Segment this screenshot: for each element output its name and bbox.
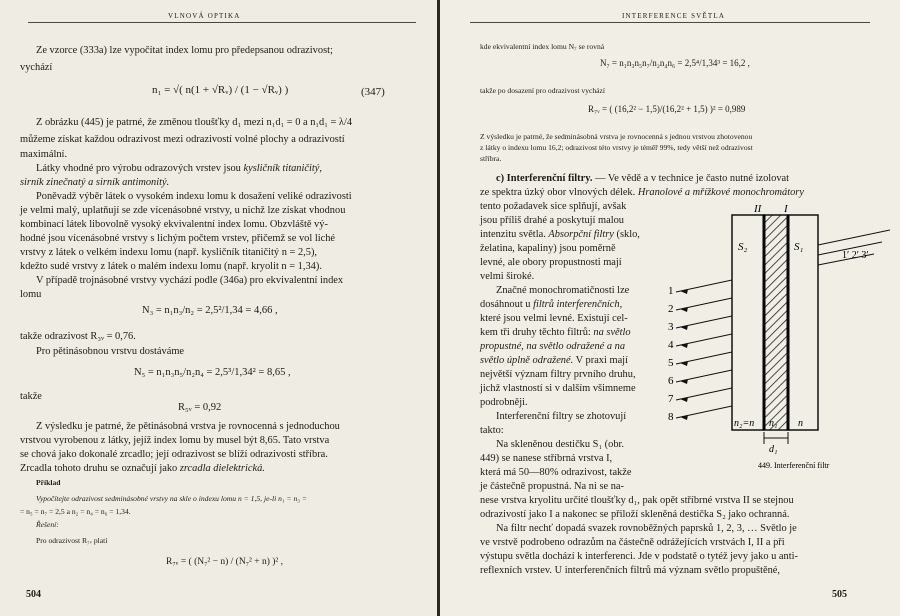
text-line: takže — [20, 391, 42, 402]
example-line: Vypočítejte odrazivost sedminásobné vrstvy na skle o indexu lomu n = 1,5, je-li n₁ = n₃ = — [36, 494, 307, 503]
outgoing-ray-labels: 1′ 2′ 3′ — [842, 250, 869, 261]
text-line: intenzitu světla. Absorpční filtry (sklo, — [480, 229, 640, 240]
header-rule — [28, 22, 416, 23]
equation-n7: N₇ = n₁n₃n₅n₇/n₂n₄n₆ = 2,5⁴/1,34³ = 16,2 , — [600, 58, 750, 68]
example-line: Pro odrazivost R₇ᵥ platí — [36, 536, 108, 545]
index-label-n2: n₂=n — [734, 418, 755, 429]
ray-number: 7 — [668, 393, 674, 405]
ray-number: 3 — [668, 321, 674, 333]
ray-number: 5 — [668, 357, 674, 369]
page-number: 505 — [832, 589, 847, 600]
plate-label-s1: S₁ — [794, 241, 804, 253]
example-line: = n₅ = n₇ = 2,5 a n₂ = n₄ = n₆ = 1,34. — [20, 507, 131, 516]
text-line: Pro pětinásobnou vrstvu dostáváme — [36, 346, 185, 357]
plate-label-s2: S₂ — [738, 241, 748, 253]
text-line: Z výsledku je patrné, že pětinásobná vrstva je rovnocenná s jednoduchou — [36, 421, 340, 432]
text-line: které jsou velmi levné. Existují cel- — [480, 313, 628, 324]
text-line: která má 50—80% odrazivost, takže — [480, 467, 632, 478]
layer-label-i: I — [784, 203, 788, 215]
ray-number: 2 — [668, 303, 674, 315]
equation-r7-value: R₇ᵥ = ( (16,2² − 1,5)/(16,2² + 1,5) )² = 0,989 — [588, 104, 746, 114]
text-line: Na skleněnou destičku S₁ (obr. — [496, 439, 625, 450]
text-line: kombinací látek libovolně vysoký ekvivalentní index lomu. Obzvláště vý- — [20, 219, 328, 230]
text-line: ve vrstvě podrobeno odrazům na částečně odrážejících vrstvách I, II a při — [480, 537, 785, 548]
small-text-line: Z výsledku je patrné, že sedminásobná vrstva je rovnocenná s jednou vrstvou zhotovenou — [480, 132, 753, 141]
small-text-line: z látky o indexu lomu 16,2; odrazivost této vrstvy je téměř 99%, tedy větší než odrazivost — [480, 143, 753, 152]
page-number: 504 — [26, 589, 41, 600]
text-line: Interferenční filtry se zhotovují — [496, 411, 627, 422]
text-line: kem tři druhy těchto filtrů: na světlo — [480, 327, 631, 338]
glass-plate-s2 — [732, 215, 764, 430]
text-line: takže odrazivost R₃ᵥ = 0,76. — [20, 331, 136, 342]
text-line: je velmi malý, uplatňují se zde vícenásobné vrstvy, u nichž lze získat vhodnou — [20, 205, 346, 216]
small-text-line: kde ekvivalentní index lomu N₇ se rovná — [480, 42, 605, 51]
text-line: vrstvou vyrobenou z látky, jejíž index lomu by musel být 8,65. Tato vrstva — [20, 435, 330, 446]
text-line: hodné jsou vícenásobné vrstvy s lichým počtem vrstev, přičemž se vol liché — [20, 233, 336, 244]
index-label-n: n — [798, 418, 803, 429]
text-line: propustné, na světlo odražené a na — [480, 341, 626, 352]
ray-number: 4 — [668, 339, 674, 351]
text-line: reflexních vrstev. U interferenčních filtrů má význam světlo propuštěné, — [480, 565, 780, 576]
text-line: jichž vlastností si v dalším všimneme — [480, 383, 636, 394]
text-line: největší význam filtry prvního druhu, — [480, 369, 636, 380]
text-line: želatina, kapaliny) jsou poměrně — [480, 243, 616, 254]
header-rule — [470, 22, 870, 23]
text-line: nese vrstva kryolitu určité tloušťky d₁, pak opět stříbrné vrstva II se stejnou — [480, 495, 794, 506]
layer-label-ii: II — [754, 203, 762, 215]
equation-347: n₁ = √( n(1 + √Rᵥ) / (1 − √Rᵥ) ) — [152, 84, 289, 96]
text-line: velmi široké. — [480, 271, 535, 282]
text-line: c) Interferenční filtry. — Ve vědě a v technice je často nutné izolovat — [496, 173, 790, 184]
text-line: levné, ale obory propustnosti mají — [480, 257, 622, 268]
text-line: sirník zinečnatý a sirník antimonitý. — [20, 177, 170, 188]
text-line: jsou příliš drahé a poskytují malou — [480, 215, 625, 226]
figure-caption: 449. Interferenční filtr — [758, 461, 830, 470]
text-line: dosáhnout u filtrů interferenčních, — [480, 299, 623, 310]
running-head: INTERFERENCE SVĚTLA — [622, 12, 726, 20]
text-line: kdežto sudé vrstvy z látek o malém indexu lomu (např. kryolit n = 1,34). — [20, 261, 322, 272]
index-label-n1: n₁ — [769, 418, 778, 429]
ray-number: 8 — [668, 411, 674, 423]
text-line: Na filtr nechť dopadá svazek rovnoběžných paprsků 1, 2, 3, … Světlo je — [496, 523, 797, 534]
text-line: podrobněji. — [480, 397, 528, 408]
example-heading: Příklad — [36, 478, 61, 487]
equation-r7: R₇ᵥ = ( (N₇² − n) / (N₇² + n) )² , — [166, 557, 284, 567]
interference-filter-figure — [668, 200, 896, 472]
thickness-label: d₁ — [769, 444, 778, 455]
text-line: ze spektra úzký obor vlnových délek. Hranolové a mřížkové monochromátory — [480, 187, 804, 198]
text-line: maximální. — [20, 149, 68, 160]
text-line: odrazivostí jako I a nakonec se přiloží skleněná destička S₂ jako ochranná. — [480, 509, 790, 520]
text-line: Ze vzorce (333a) lze vypočítat index lomu pro předepsanou odrazivost; — [36, 45, 333, 56]
text-line: Poněvadž výběr látek o vysokém indexu lomu k dosažení veliké odrazivosti — [36, 191, 352, 202]
text-line: můžeme získat každou odrazivost mezi odrazivostí volné plochy a odrazivostí — [20, 134, 345, 145]
text-line: je částečně propustná. Na ni se na- — [480, 481, 624, 492]
text-line: 449) se nanese stříbrná vrstva I, — [480, 453, 613, 464]
text-line: se chová jako dokonalé zrcadlo; její odrazivost se blíží odrazivosti stříbra. — [20, 449, 328, 460]
text-line: Značné monochromatičnosti lze — [496, 285, 630, 296]
text-line: světlo úplně odražené. V praxi mají — [480, 355, 628, 366]
text-line: takto: — [480, 425, 504, 436]
ray-number: 6 — [668, 375, 674, 387]
text-line: Zrcadla tohoto druhu se označují jako zrcadla dielektrická. — [20, 463, 265, 474]
equation-r5: R₅ᵥ = 0,92 — [178, 402, 222, 413]
text-line: tento požadavek sice splňují, avšak — [480, 201, 627, 212]
text-line: vrstvy z látek o velkém indexu lomu (např. kysličník titaničitý n = 2,5), — [20, 247, 318, 258]
transmitted-rays — [676, 280, 732, 418]
running-head: VLNOVÁ OPTIKA — [168, 12, 241, 20]
small-text-line: takže po dosazení pro odrazivost vychází — [480, 86, 606, 95]
equation-n3: N₃ = n₁n₃/n₂ = 2,5²/1,34 = 4,66 , — [142, 305, 278, 316]
text-line: V případě trojnásobné vrstvy vychází podle (346a) pro ekvivalentní index — [36, 275, 344, 286]
right-page — [440, 0, 900, 616]
text-line: Látky vhodné pro výrobu odrazových vrstev jsou kysličník titaničitý, — [36, 163, 322, 174]
text-line: Z obrázku (445) je patrné, že změnou tloušťky d₁ mezi n₁d₁ = 0 a n₁d₁ = λ/4 — [36, 117, 353, 128]
ray-number: 1 — [668, 285, 674, 297]
text-line: vychází — [20, 62, 53, 73]
cryolite-layer — [764, 215, 788, 430]
equation-n5: N₅ = n₁n₃n₅/n₂n₄ = 2,5³/1,34² = 8,65 , — [134, 367, 291, 378]
small-text-line: stříbra. — [480, 154, 502, 163]
example-line: Řešení: — [36, 520, 59, 529]
text-line: lomu — [20, 289, 42, 300]
left-page — [0, 0, 437, 616]
text-line: výstupu světla dochází k interferenci. Jde v podstatě o tytéž jevy jako u anti- — [480, 551, 798, 562]
equation-number: (347) — [361, 86, 385, 98]
